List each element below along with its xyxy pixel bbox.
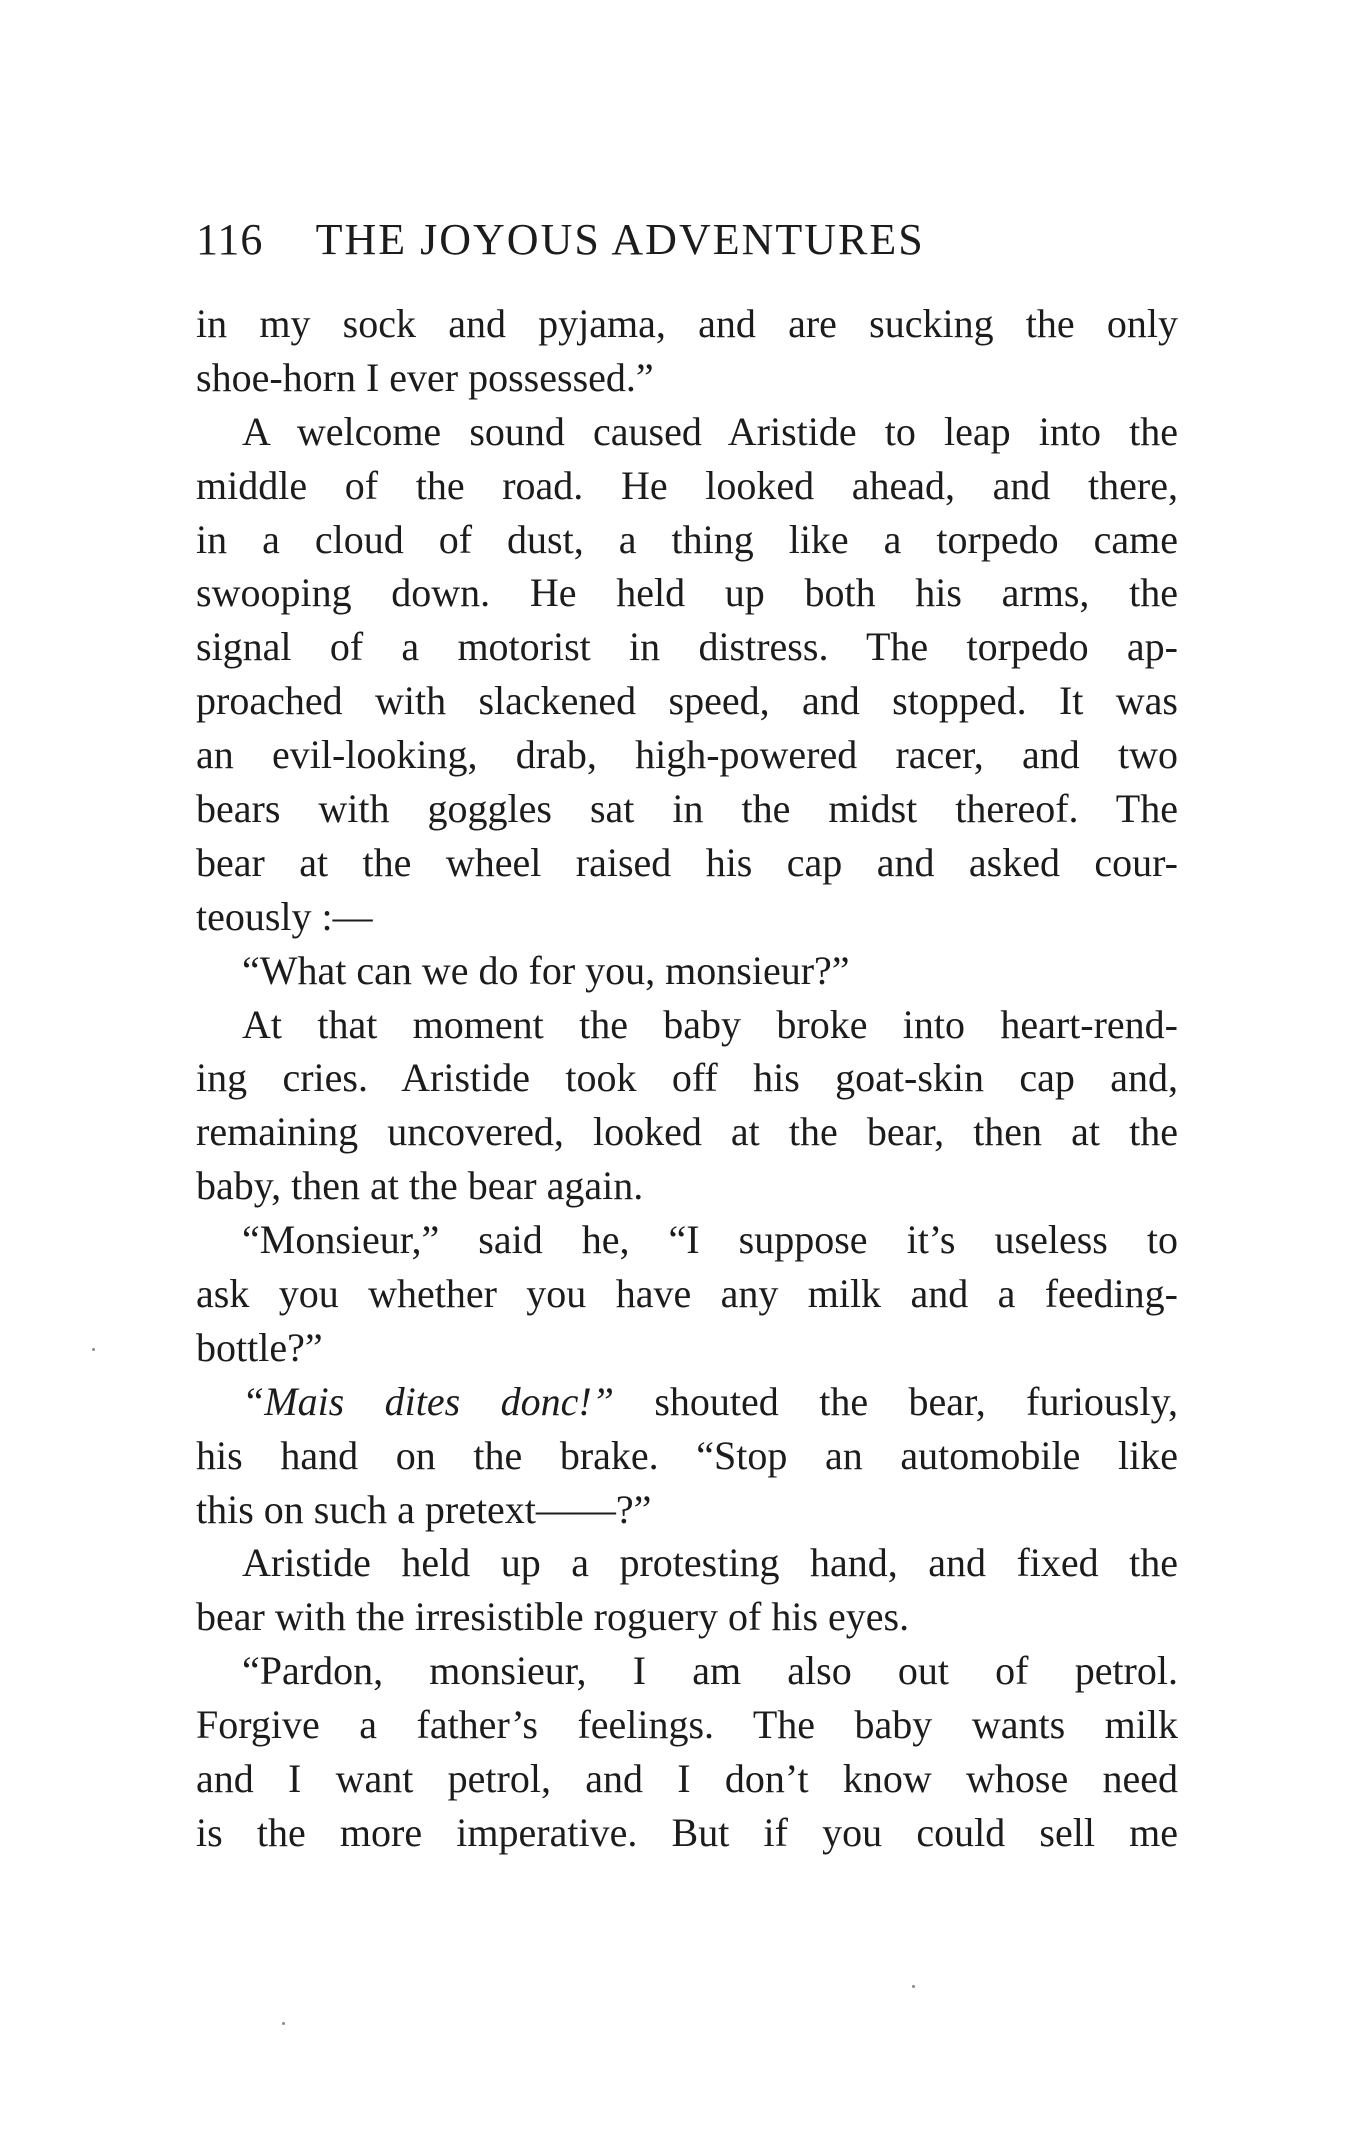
text-line: ing cries. Aristide took off his goat-skin cap and, (196, 1055, 1178, 1101)
text-line: an evil-looking, drab, high-powered racer, and two (196, 732, 1178, 778)
paper-speck (92, 1348, 95, 1351)
text-line: “Monsieur,” said he, “I suppose it’s useless to (242, 1217, 1178, 1263)
text-line: A welcome sound caused Aristide to leap into the (242, 408, 1178, 454)
text-line: “Pardon, monsieur, I am also out of petrol. (242, 1648, 1178, 1694)
text-line: bears with goggles sat in the midst thereof. The (196, 786, 1178, 832)
text-line: At that moment the baby broke into heart-rend- (242, 1001, 1178, 1047)
text-line: bear at the wheel raised his cap and asked cour- (196, 839, 1178, 885)
text-line: is the more imperative. But if you could sell me (196, 1809, 1178, 1855)
text-run: shouted the bear, furiously, (613, 1378, 1178, 1424)
paper-speck (282, 2022, 285, 2025)
text-line: in my sock and pyjama, and are sucking the only (196, 301, 1178, 346)
running-title: THE JOYOUS ADVENTURES (315, 215, 925, 264)
text-line: proached with slackened speed, and stopped. It was (196, 678, 1178, 724)
text-line: remaining uncovered, looked at the bear, then at the (196, 1109, 1178, 1155)
text-line (196, 1375, 1178, 1429)
italic-phrase: “Mais dites donc!” (242, 1378, 614, 1424)
body-text (196, 297, 1178, 1860)
page-number: 116 (196, 215, 264, 264)
text-line: middle of the road. He looked ahead, and there, (196, 462, 1178, 508)
text-line: bear with the irresistible roguery of his eyes. (196, 1594, 910, 1640)
text-line: shoe-horn I ever possessed.” (196, 354, 654, 400)
text-line: “What can we do for you, monsieur?” (242, 947, 850, 993)
running-head (196, 212, 1178, 268)
text-line: Forgive a father’s feelings. The baby wants milk (196, 1702, 1178, 1748)
text-line: ask you whether you have any milk and a feeding- (196, 1271, 1178, 1317)
text-line: and I want petrol, and I don’t know whose need (196, 1756, 1178, 1802)
text-line: his hand on the brake. “Stop an automobile like (196, 1432, 1178, 1478)
text-line: Aristide held up a protesting hand, and fixed the (242, 1540, 1178, 1586)
paper-speck (912, 1985, 915, 1988)
text-line: this on such a pretext——?” (196, 1486, 652, 1532)
text-line: baby, then at the bear again. (196, 1163, 644, 1209)
text-line: signal of a motorist in distress. The torpedo ap- (196, 624, 1178, 670)
text-line: swooping down. He held up both his arms, the (196, 570, 1178, 616)
text-line: in a cloud of dust, a thing like a torpedo came (196, 516, 1178, 562)
text-line: teously :— (196, 893, 373, 939)
text-line: bottle?” (196, 1324, 323, 1370)
